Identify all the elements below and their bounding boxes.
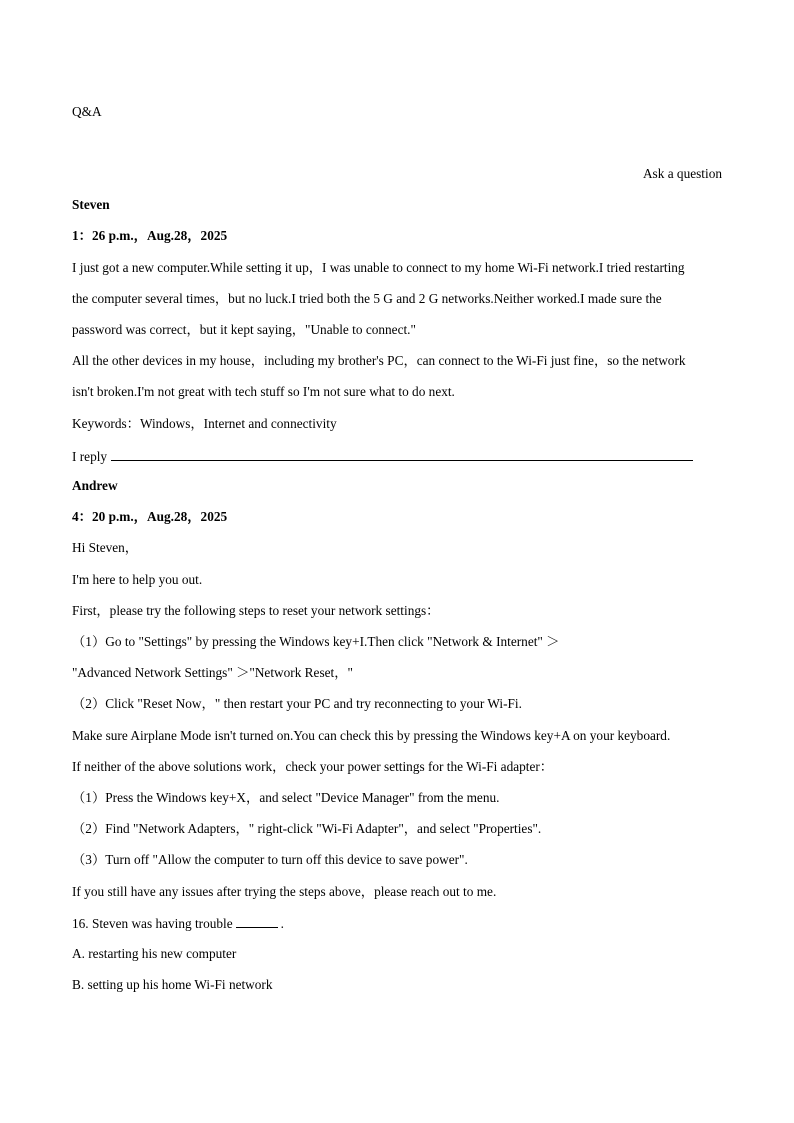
question-body-line: All the other devices in my house，including my brother's PC，can connect to the Wi-Fi just fine，so the network <box>72 353 686 368</box>
quiz-question <box>72 915 284 932</box>
reply-row[interactable] <box>72 447 693 465</box>
quiz-option-a[interactable]: A. restarting his new computer <box>72 946 237 961</box>
reply-label: I reply <box>72 449 108 464</box>
question-body-line: the computer several times，but no luck.I tried both the 5 G and 2 G networks.Neither worked.I made sure the <box>72 291 662 306</box>
answer-body-line: First，please try the following steps to reset your network settings： <box>72 603 440 618</box>
answer-body-line: （3）Turn off "Allow the computer to turn off this device to save power". <box>72 852 468 867</box>
answer-body-line: I'm here to help you out. <box>72 572 203 587</box>
quiz-option-b[interactable]: B. setting up his home Wi-Fi network <box>72 977 273 992</box>
answer-body-line: （1）Go to "Settings" by pressing the Windows key+I.Then click "Network & Internet" ＞ <box>72 634 560 649</box>
answer-body-line: If you still have any issues after trying the steps above，please reach out to me. <box>72 884 497 899</box>
question-body-line: I just got a new computer.While setting it up，I was unable to connect to my home Wi-Fi network.I tried restarting <box>72 260 685 275</box>
answer-body-line: （1）Press the Windows key+X，and select "Device Manager" from the menu. <box>72 790 500 805</box>
question-author: Steven <box>72 197 110 212</box>
answer-body-line: （2）Click "Reset Now，" then restart your PC and try reconnecting to your Wi-Fi. <box>72 696 522 711</box>
quiz-question-end: . <box>280 916 284 931</box>
answer-body-line: （2）Find "Network Adapters，" right-click "Wi-Fi Adapter"，and select "Properties". <box>72 821 542 836</box>
page-title: Q&A <box>72 104 102 119</box>
quiz-question-text: 16. Steven was having trouble <box>72 916 233 931</box>
answer-body-line: If neither of the above solutions work，check your power settings for the Wi-Fi adapter： <box>72 759 554 774</box>
reply-input-line[interactable] <box>111 447 693 461</box>
answer-author: Andrew <box>72 478 118 493</box>
ask-question-link[interactable]: Ask a question <box>642 166 722 181</box>
answer-blank[interactable] <box>236 915 278 928</box>
keywords: Keywords：Windows，Internet and connectivity <box>72 416 337 431</box>
answer-timestamp: 4：20 p.m.，Aug.28，2025 <box>72 509 228 524</box>
question-body-line: isn't broken.I'm not great with tech stuff so I'm not sure what to do next. <box>72 384 455 399</box>
question-timestamp: 1：26 p.m.，Aug.28，2025 <box>72 228 228 243</box>
question-body-line: password was correct，but it kept saying，"Unable to connect." <box>72 322 416 337</box>
answer-body-line: Make sure Airplane Mode isn't turned on.You can check this by pressing the Windows key+A on your keyboard. <box>72 728 671 743</box>
answer-body-line: "Advanced Network Settings" ＞"Network Reset，" <box>72 665 353 680</box>
answer-body-line: Hi Steven， <box>72 540 139 555</box>
